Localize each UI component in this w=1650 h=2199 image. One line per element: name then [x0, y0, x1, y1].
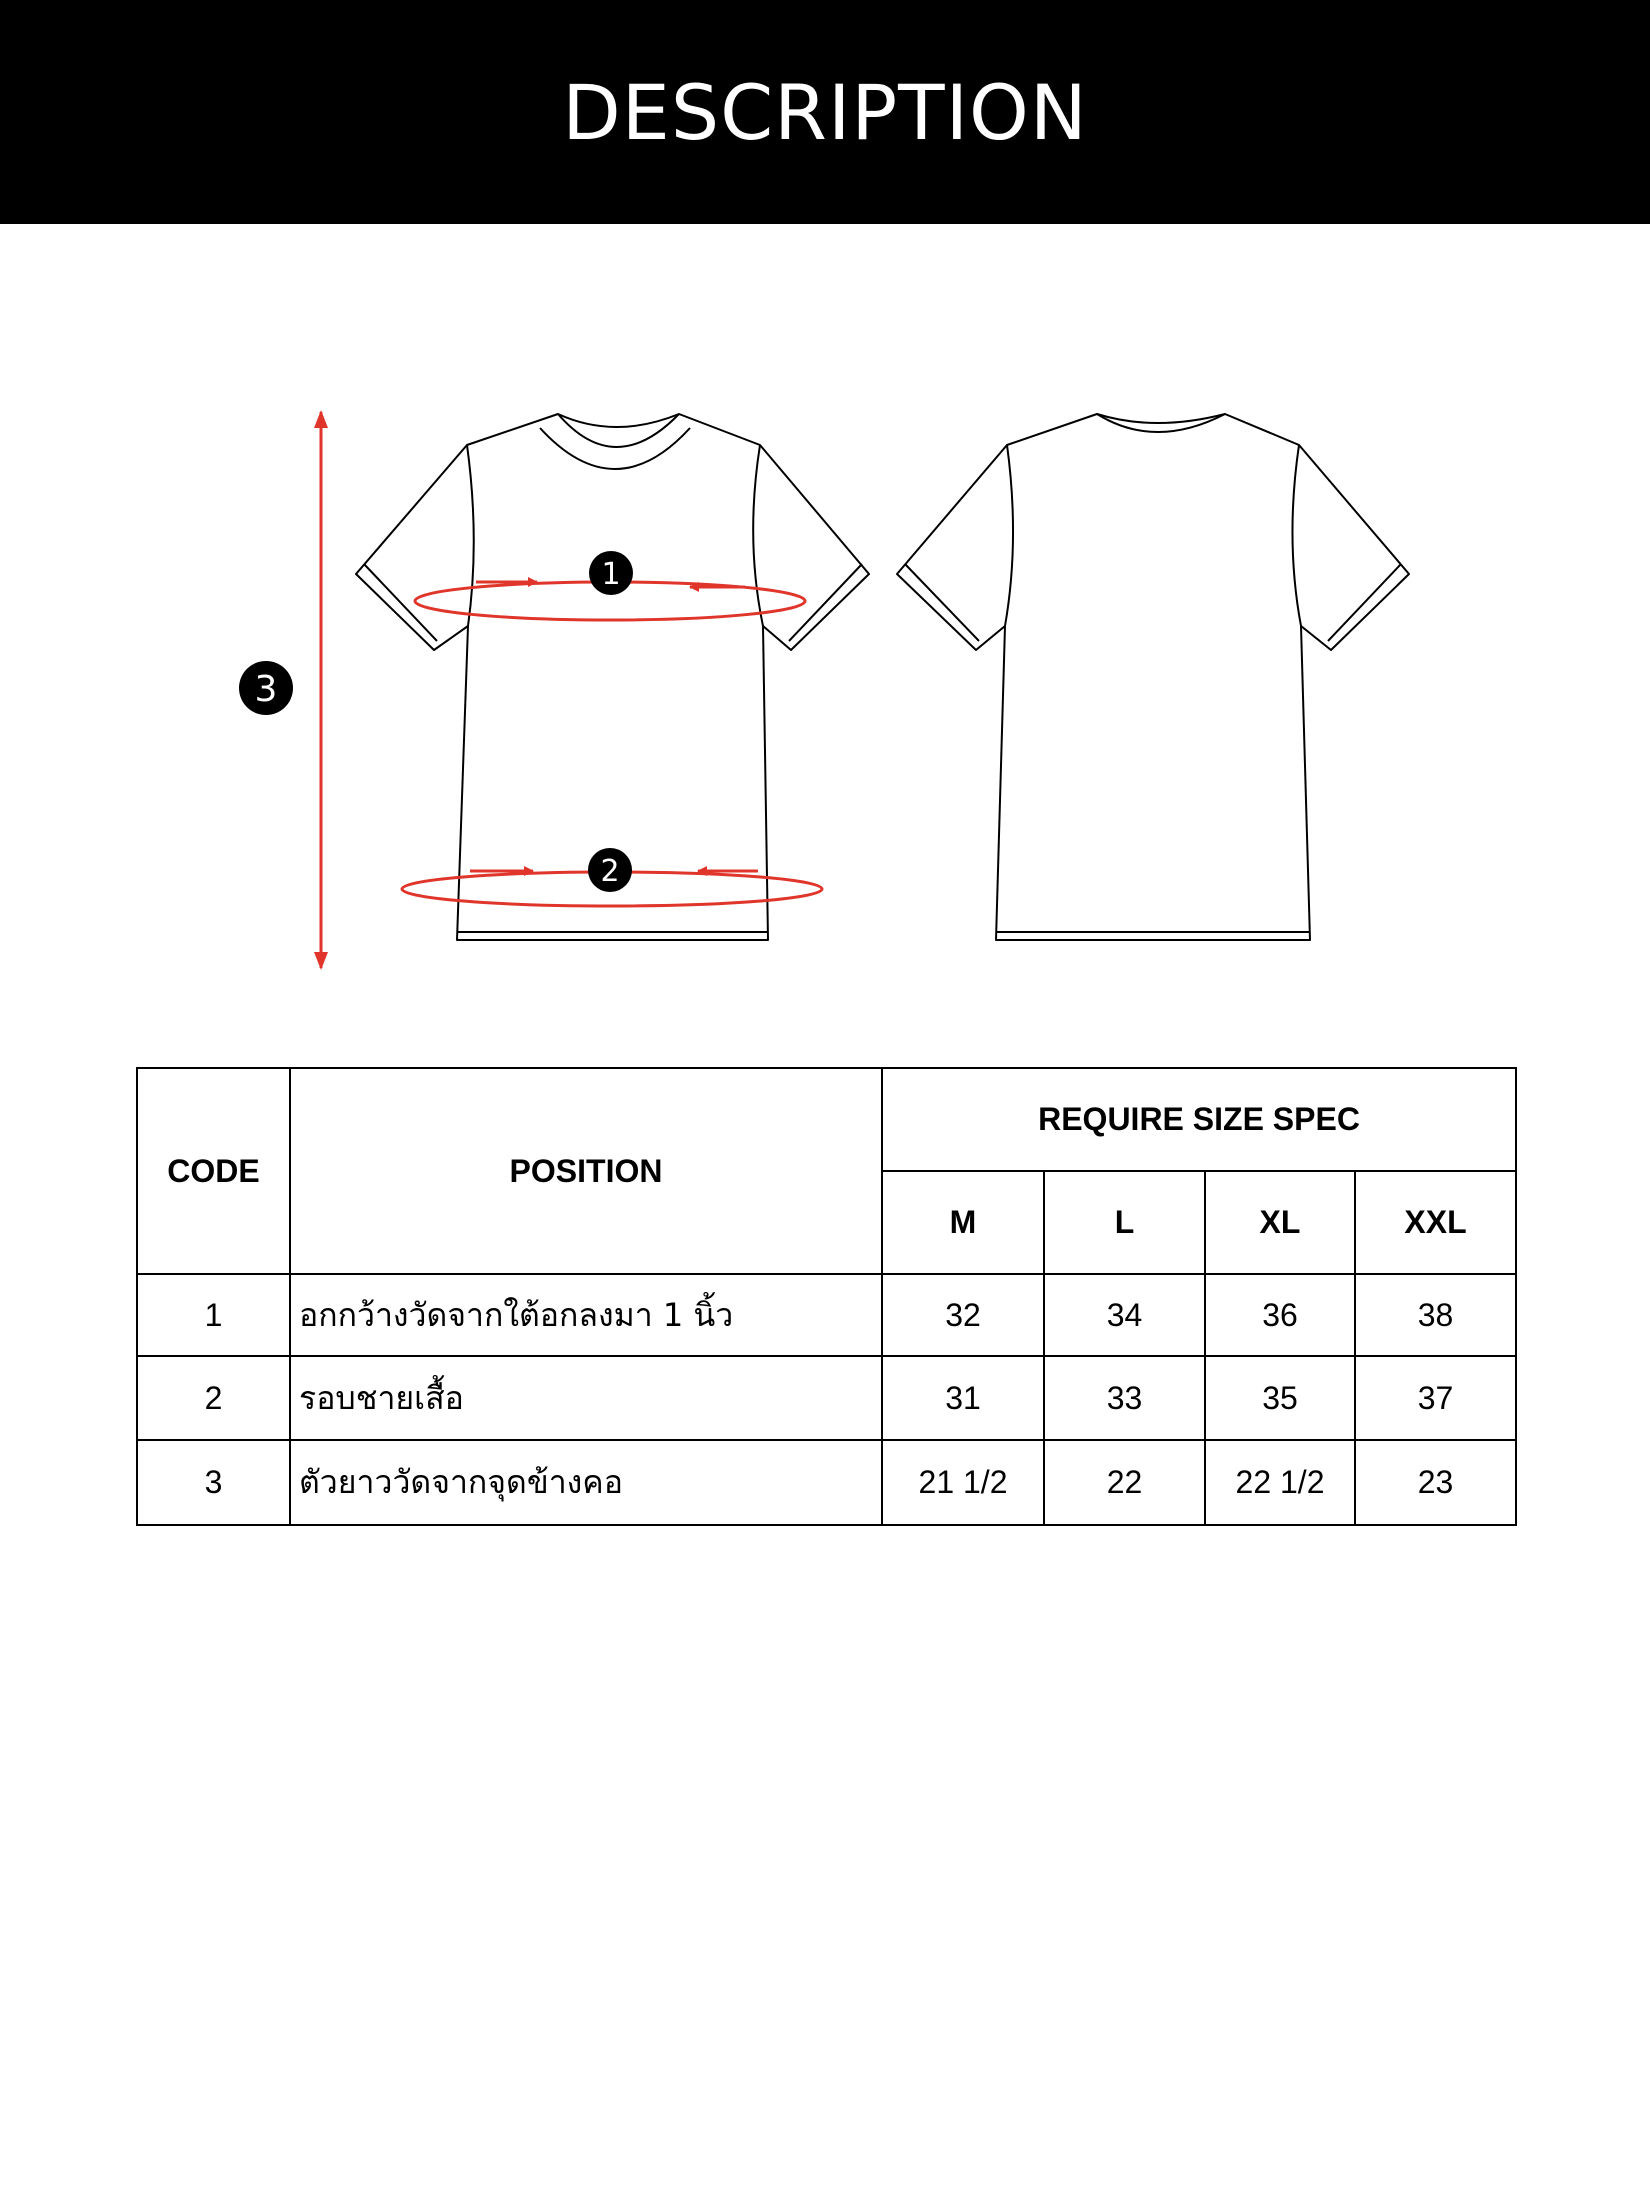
row-position: ตัวยาววัดจากจุดข้างคอ — [290, 1440, 882, 1525]
value-m: 31 — [882, 1356, 1044, 1440]
table-row — [137, 1440, 1516, 1525]
header-code: CODE — [137, 1068, 290, 1274]
value-l: 22 — [1044, 1440, 1205, 1525]
value-l: 33 — [1044, 1356, 1205, 1440]
tshirt-back-outline — [897, 414, 1409, 940]
value-l: 34 — [1044, 1274, 1205, 1356]
header-bar — [0, 0, 1650, 224]
value-xxl: 38 — [1355, 1274, 1516, 1356]
header-require-size-spec: REQUIRE SIZE SPEC — [882, 1068, 1516, 1171]
value-m: 21 1/2 — [882, 1440, 1044, 1525]
value-m: 32 — [882, 1274, 1044, 1356]
table-row — [137, 1274, 1516, 1356]
row-position: รอบชายเสื้อ — [290, 1356, 882, 1440]
header-size-xxl: XXL — [1355, 1171, 1516, 1274]
page-title: DESCRIPTION — [562, 67, 1088, 157]
value-xl: 22 1/2 — [1205, 1440, 1355, 1525]
row-code: 3 — [137, 1440, 290, 1525]
header-size-l: L — [1044, 1171, 1205, 1274]
marker-1-label: 1 — [601, 557, 621, 592]
row-code: 1 — [137, 1274, 290, 1356]
header-size-m: M — [882, 1171, 1044, 1274]
marker-2-label: 2 — [600, 854, 620, 889]
marker-2 — [588, 848, 632, 892]
row-position: อกกว้างวัดจากใต้อกลงมา 1 นิ้ว — [290, 1274, 882, 1356]
header-position: POSITION — [290, 1068, 882, 1274]
value-xl: 36 — [1205, 1274, 1355, 1356]
marker-3-label: 3 — [254, 669, 278, 710]
tshirt-measurement-diagram — [0, 380, 1650, 1000]
size-spec-table — [136, 1067, 1517, 1526]
marker-3 — [239, 661, 293, 715]
value-xxl: 23 — [1355, 1440, 1516, 1525]
header-size-xl: XL — [1205, 1171, 1355, 1274]
row-code: 2 — [137, 1356, 290, 1440]
value-xl: 35 — [1205, 1356, 1355, 1440]
marker-1 — [589, 551, 633, 595]
table-row — [137, 1356, 1516, 1440]
value-xxl: 37 — [1355, 1356, 1516, 1440]
